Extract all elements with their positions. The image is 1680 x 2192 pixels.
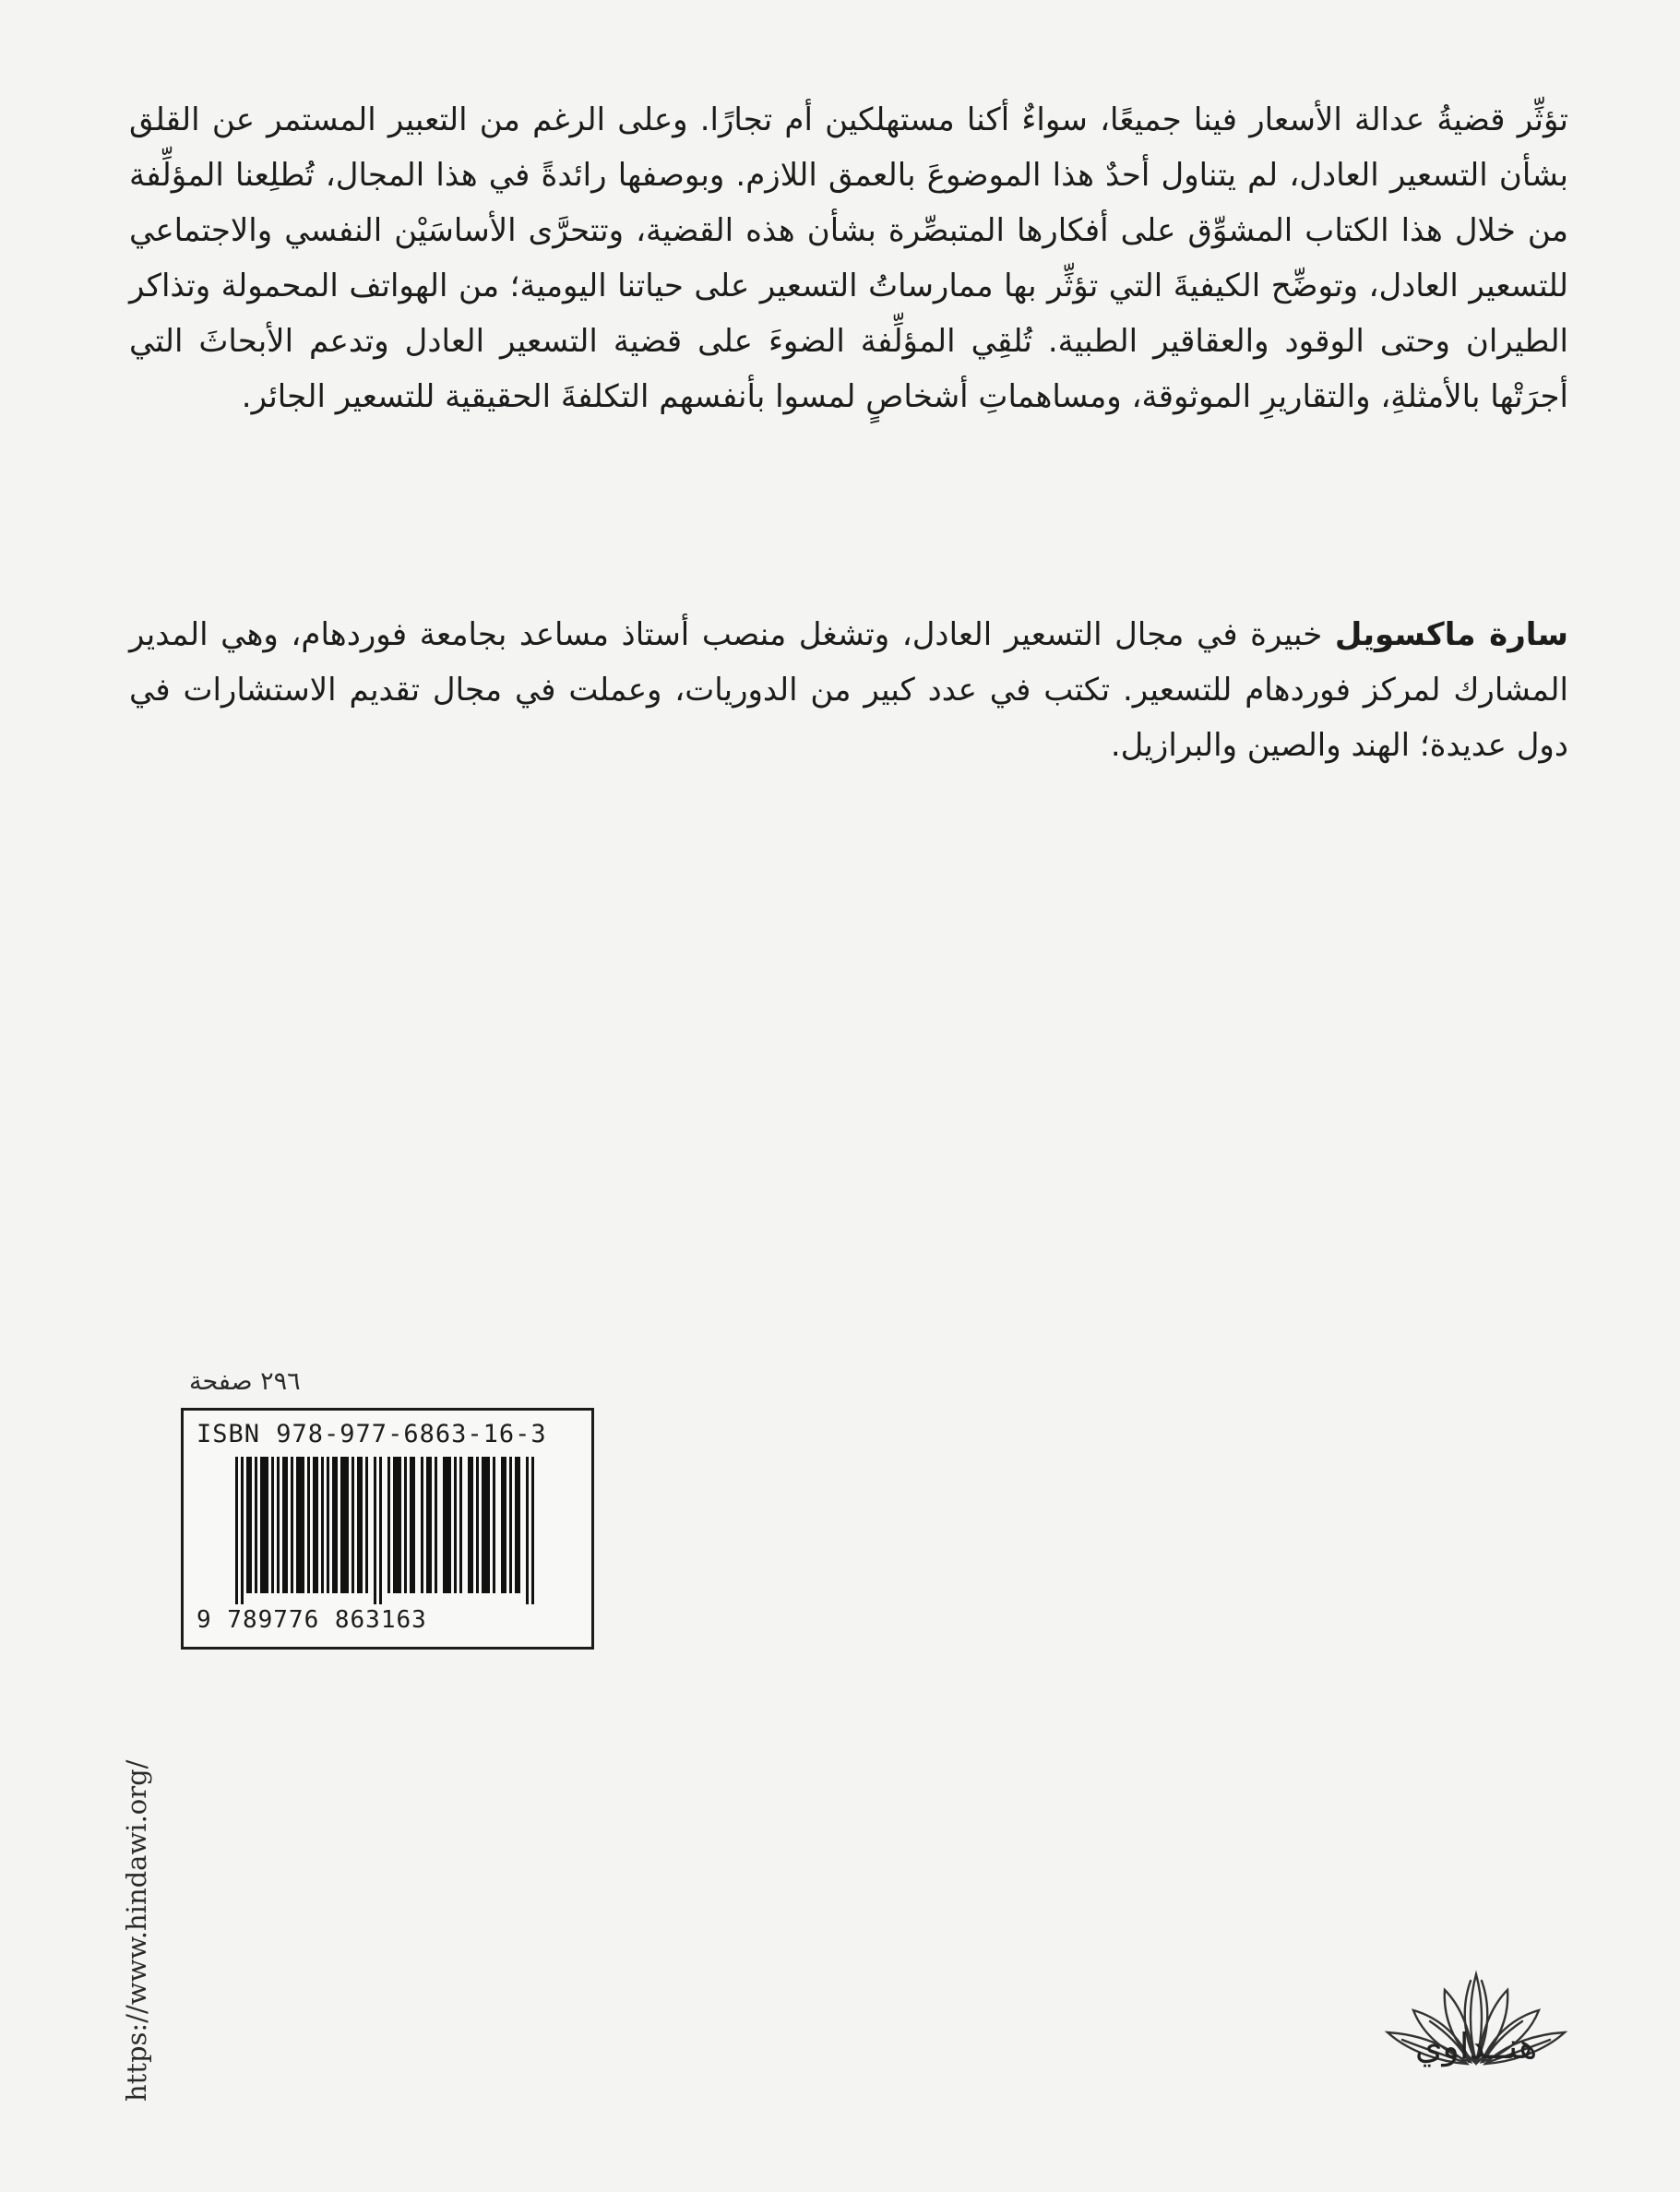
page-count: ٢٩٦ صفحة bbox=[189, 1367, 301, 1396]
author-bio-paragraph bbox=[129, 607, 1568, 773]
author-bio-text: خبيرة في مجال التسعير العادل، وتشغل منصب أستاذ مساعد بجامعة فوردهام، وهي المدير المشارك لمركز فوردهام للتسعير. تكتب في عدد كبير من الدوريات، وعملت في مجال تقديم الاستشارات في دول عديدة؛ الهند والصين والبرازيل. bbox=[129, 616, 1568, 764]
book-description-text: تؤثِّر قضيةُ عدالة الأسعار فينا جميعًا، سواءٌ أكنا مستهلكين أم تجارًا. وعلى الرغم من التعبير المستمر عن القلق بشأن التسعير العادل، لم يتناول أحدٌ هذا الموضوعَ بالعمق اللازم. وبوصفها رائدةً في هذا المجال، تُطلِعنا المؤلِّفة من خلال هذا الكتاب المشوِّق على أفكارها المتبصِّرة بشأن هذه القضية، وتتحرَّى الأساسَيْن النفسي والاجتماعي للتسعير العادل، وتوضِّح الكيفيةَ التي تؤثِّر بها ممارساتُ التسعير على حياتنا اليومية؛ من الهواتف المحمولة وتذاكر الطيران وحتى الوقود والعقاقير الطبية. تُلقِي المؤلِّفة الضوءَ على قضية التسعير العادل وتدعم الأبحاثَ التي أجرَتْها بالأمثلةِ، والتقاريرِ الموثوقة، ومساهماتِ أشخاصٍ لمسوا بأنفسهم التكلفةَ الحقيقية للتسعير الجائر. bbox=[129, 101, 1568, 415]
isbn-barcode-box bbox=[181, 1408, 594, 1650]
hindawi-lotus-logo-icon bbox=[1365, 1882, 1587, 2131]
publisher-website[interactable]: https://www.hindawi.org/ bbox=[121, 1759, 152, 2102]
author-bio bbox=[129, 607, 1568, 773]
book-description bbox=[129, 92, 1568, 424]
author-name: سارة ماكسويل bbox=[1334, 616, 1568, 653]
isbn-label: ISBN 978-977-6863-16-3 bbox=[197, 1420, 547, 1448]
barcode-icon bbox=[235, 1457, 540, 1604]
publisher-name: هنــداوي bbox=[1414, 2026, 1538, 2067]
barcode-digits: 9 789776 863163 bbox=[197, 1606, 427, 1634]
